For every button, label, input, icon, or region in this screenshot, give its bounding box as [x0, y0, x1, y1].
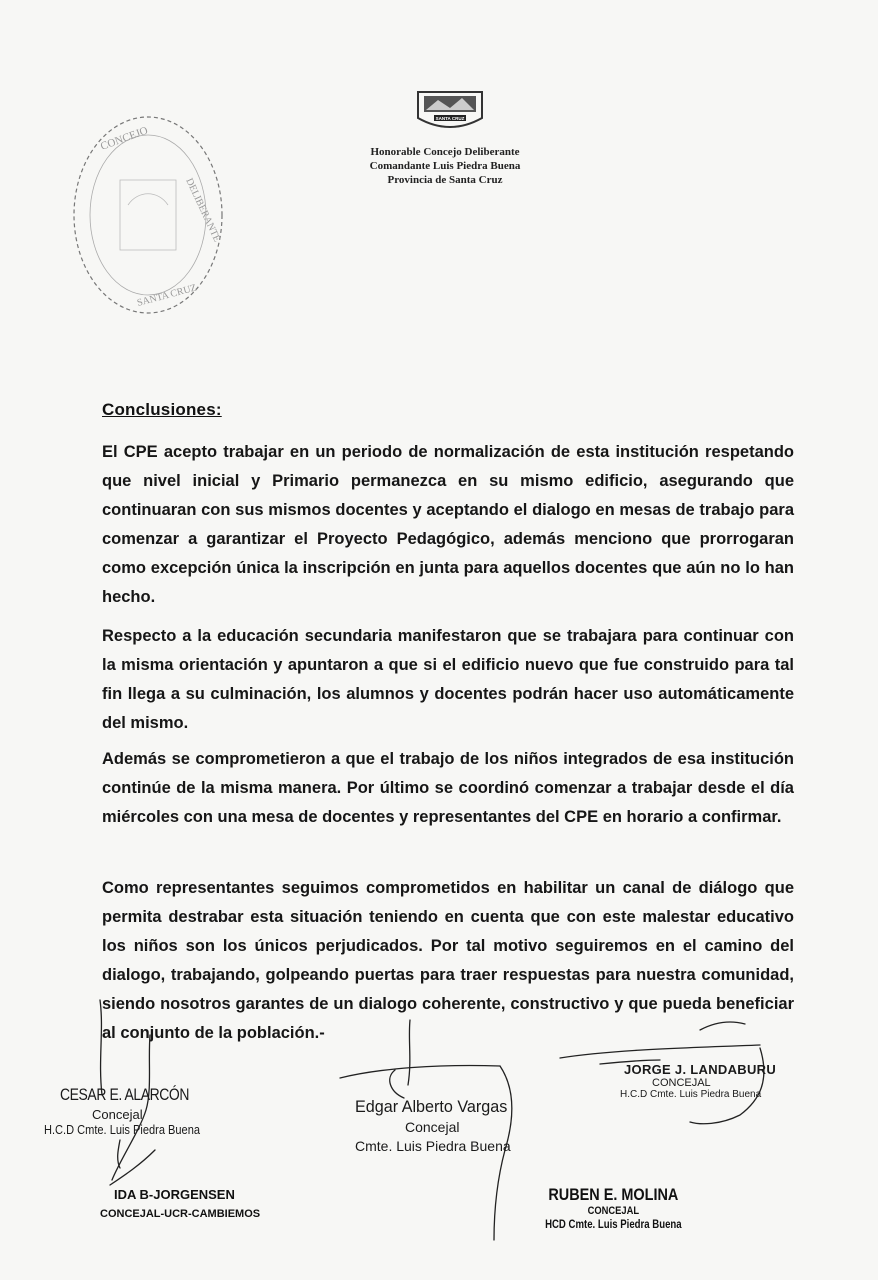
letterhead: [330, 145, 560, 187]
province-logo: [412, 88, 488, 136]
letterhead-line: Provincia de Santa Cruz: [387, 174, 503, 186]
logo-caption: SANTA CRUZ: [435, 116, 465, 121]
institutional-seal: [68, 110, 228, 320]
signature-block-alarcon: [44, 1085, 228, 1137]
signature-block-jorgensen: [100, 1187, 260, 1220]
signer-role: CONCEJAL-UCR-CAMBIEMOS: [100, 1208, 261, 1220]
paragraph: El CPE acepto trabajar en un periodo de normalización de esta institución respetando que nivel inicial y Primario permanezca en su mismo edificio, asegurando que continuaran con sus mismos docentes y aceptando el dialogo en mesas de trabajo para comenzar a garantizar el Proyecto Pedagógico, además menciono que prorrogaran como excepción única la inscripción en junta para aquellos docentes que aún no lo han hecho.: [102, 443, 794, 606]
signature-block-landaburu: [620, 1062, 777, 1100]
signer-role: CONCEJAL: [652, 1077, 711, 1089]
signature-block-molina: [528, 1185, 699, 1231]
svg-text:CONCEJO: CONCEJO: [98, 124, 150, 153]
signer-name: Edgar Alberto Vargas: [355, 1097, 508, 1116]
signer-organization: HCD Cmte. Luis Piedra Buena: [545, 1217, 682, 1231]
letterhead-line: Comandante Luis Piedra Buena: [369, 160, 521, 172]
signer-role: Concejal: [92, 1107, 143, 1122]
svg-text:DELIBERANTE: DELIBERANTE: [183, 176, 223, 244]
paragraph: Como representantes seguimos comprometidos en habilitar un canal de diálogo que permita destrabar esta situación teniendo en cuenta que con este malestar educativo los niños son los únicos perjudicados. Por tal motivo seguiremos en el camino del dialogo, trabajando, golpeando puertas para traer respuestas para nuestra comunidad, siendo nosotros garantes de un dialogo coherente, constructivo y que pueda beneficiar al conjunto de la población.-: [102, 879, 794, 1042]
signer-role: Concejal: [405, 1119, 460, 1135]
signer-name: IDA B-JORGENSEN: [114, 1187, 235, 1202]
signer-name: CESAR E. ALARCÓN: [60, 1085, 190, 1104]
signer-role: CONCEJAL: [587, 1205, 640, 1217]
paragraph: Además se comprometieron a que el trabajo de los niños integrados de esa institución continúe de la misma manera. Por último se coordinó comenzar a trabajar desde el día miércoles con una mesa de docentes y representantes del CPE en horario a confirmar.: [102, 750, 794, 826]
signer-name: JORGE J. LANDABURU: [624, 1062, 777, 1077]
svg-text:SANTA CRUZ: SANTA CRUZ: [135, 282, 198, 309]
letterhead-line: Honorable Concejo Deliberante: [370, 146, 520, 158]
paragraph: Respecto a la educación secundaria manifestaron que se trabajara para continuar con la misma orientación y apuntaron a que si el edificio nuevo que fue construido para tal fin llega a su culminación, los alumnos y docentes podrán hacer uso automáticamente del mismo.: [102, 627, 794, 732]
signer-organization: H.C.D Cmte. Luis Piedra Buena: [620, 1089, 762, 1100]
signer-organization: Cmte. Luis Piedra Buena: [355, 1138, 511, 1154]
section-heading: Conclusiones:: [102, 400, 222, 419]
signer-organization: H.C.D Cmte. Luis Piedra Buena: [44, 1122, 201, 1137]
signature-block-vargas: [355, 1097, 515, 1154]
signer-name: RUBEN E. MOLINA: [548, 1185, 679, 1204]
